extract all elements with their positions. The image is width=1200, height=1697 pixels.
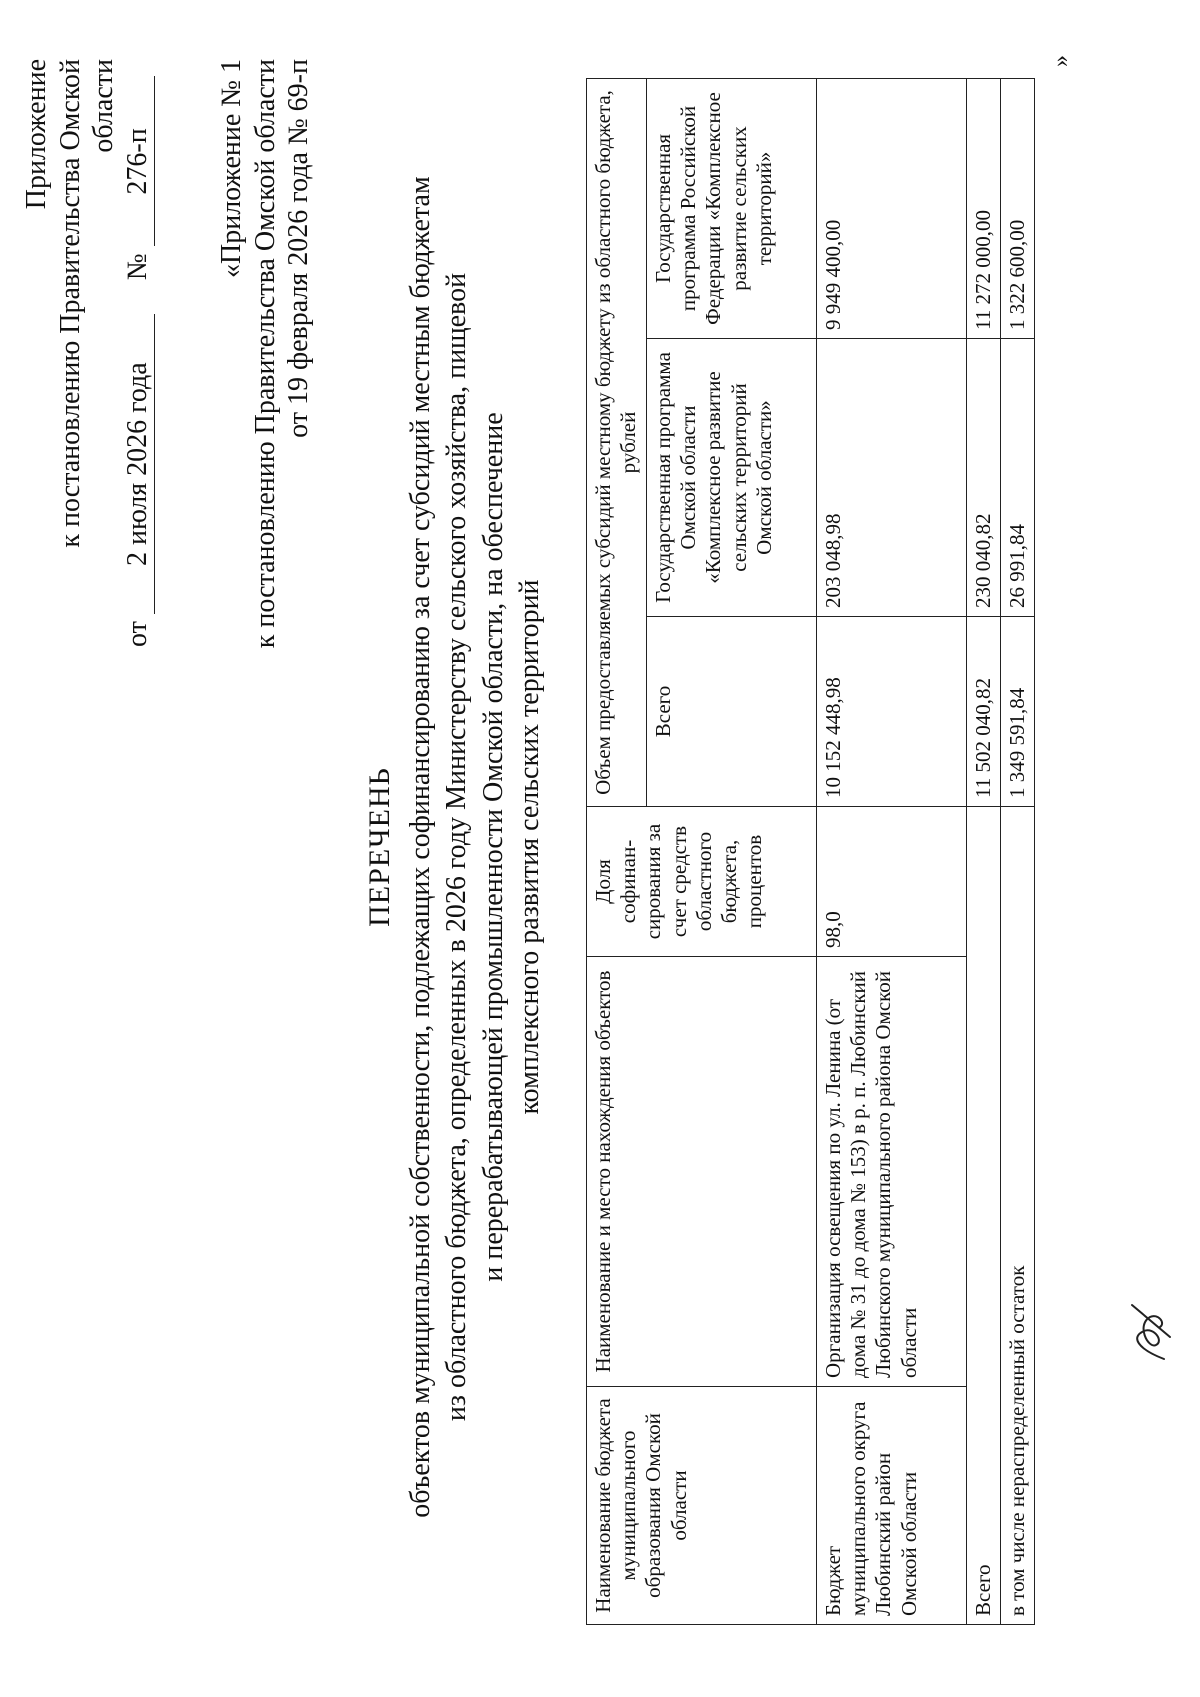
closing-quote: » — [1048, 55, 1074, 67]
total-regional-program: 230 040,82 — [967, 339, 1001, 617]
appendix-title: Приложение — [21, 59, 52, 210]
original-appendix-resolution: к постановлению Правительства Омской области — [249, 59, 281, 649]
appendix-number: 276-п — [121, 128, 153, 195]
appendix-date-number — [121, 59, 156, 647]
undistributed-label: в том числе нераспределенный остаток — [1001, 807, 1035, 1625]
original-appendix-date: от 19 февраля 2026 года № 69-п — [283, 59, 315, 438]
header-federal-program: Государственная программа Российской Федерации «Комплексное развитие сельских территорий» — [647, 78, 817, 338]
undistributed-total: 1 349 591,84 — [1001, 617, 1035, 807]
document-title-line: из областного бюджета, определенных в 2026 году Министерству сельского хозяйства, пищевой — [441, 272, 473, 1422]
appendix-date: 2 июля 2026 года — [121, 362, 153, 566]
cell-budget-name: Бюджет муниципального округа Любинский район Омской области — [817, 1387, 967, 1625]
header-budget-name: Наименование бюджета муниципального образования Омской области — [587, 1387, 817, 1625]
cell-regional-program: 203 048,98 — [817, 339, 967, 617]
cell-federal-program: 9 949 400,00 — [817, 78, 967, 338]
total-label: Всего — [967, 807, 1001, 1625]
document-title — [360, 97, 549, 1597]
undistributed-federal-program: 1 322 600,00 — [1001, 78, 1035, 338]
appendix-from: от — [121, 621, 153, 647]
cell-total: 10 152 448,98 — [817, 617, 967, 807]
original-appendix-title: «Приложение № 1 — [216, 59, 247, 278]
appendix-resolution: к постановлению Правительства Омской области — [54, 59, 120, 548]
total-total: 11 502 040,82 — [967, 617, 1001, 807]
document-title-line: и перерабатывающей промышленности Омской области, на обеспечение — [477, 412, 509, 1282]
signature-icon — [1120, 1297, 1180, 1367]
document-heading: ПЕРЕЧЕНЬ — [363, 767, 396, 927]
cell-object-name: Организация освещения по ул. Ленина (от дома № 31 до дома № 153) в р. п. Любинский Любинского муниципального района Омской области — [817, 957, 967, 1387]
original-appendix-block — [215, 59, 316, 667]
header-total: Всего — [647, 617, 817, 807]
cell-share: 98,0 — [817, 807, 967, 957]
appendix-number-sign: № — [121, 253, 153, 281]
table-undistributed-row — [1001, 78, 1035, 1624]
header-share: Доля софинан-сирования за счет средств областного бюджета, процентов — [587, 807, 817, 957]
table-total-row — [967, 78, 1001, 1624]
header-volume-group: Объем предоставляемых субсидий местному бюджету из областного бюджета, рублей — [587, 78, 647, 806]
undistributed-regional-program: 26 991,84 — [1001, 339, 1035, 617]
total-federal-program: 11 272 000,00 — [967, 78, 1001, 338]
header-regional-program: Государственная программа Омской области «Комплексное развитие сельских территорий Омской области» — [647, 339, 817, 617]
table-row — [817, 78, 967, 1624]
document-title-line: комплексного развития сельских территорий — [514, 579, 546, 1115]
subsidy-table — [586, 78, 1035, 1625]
document-title-line: объектов муниципальной собственности, подлежащих софинансированию за счет субсидий местным бюджетам — [405, 176, 436, 1518]
header-object-name: Наименование и место нахождения объектов — [587, 957, 817, 1387]
table-header-row — [587, 78, 647, 1624]
appendix-block — [20, 59, 155, 647]
